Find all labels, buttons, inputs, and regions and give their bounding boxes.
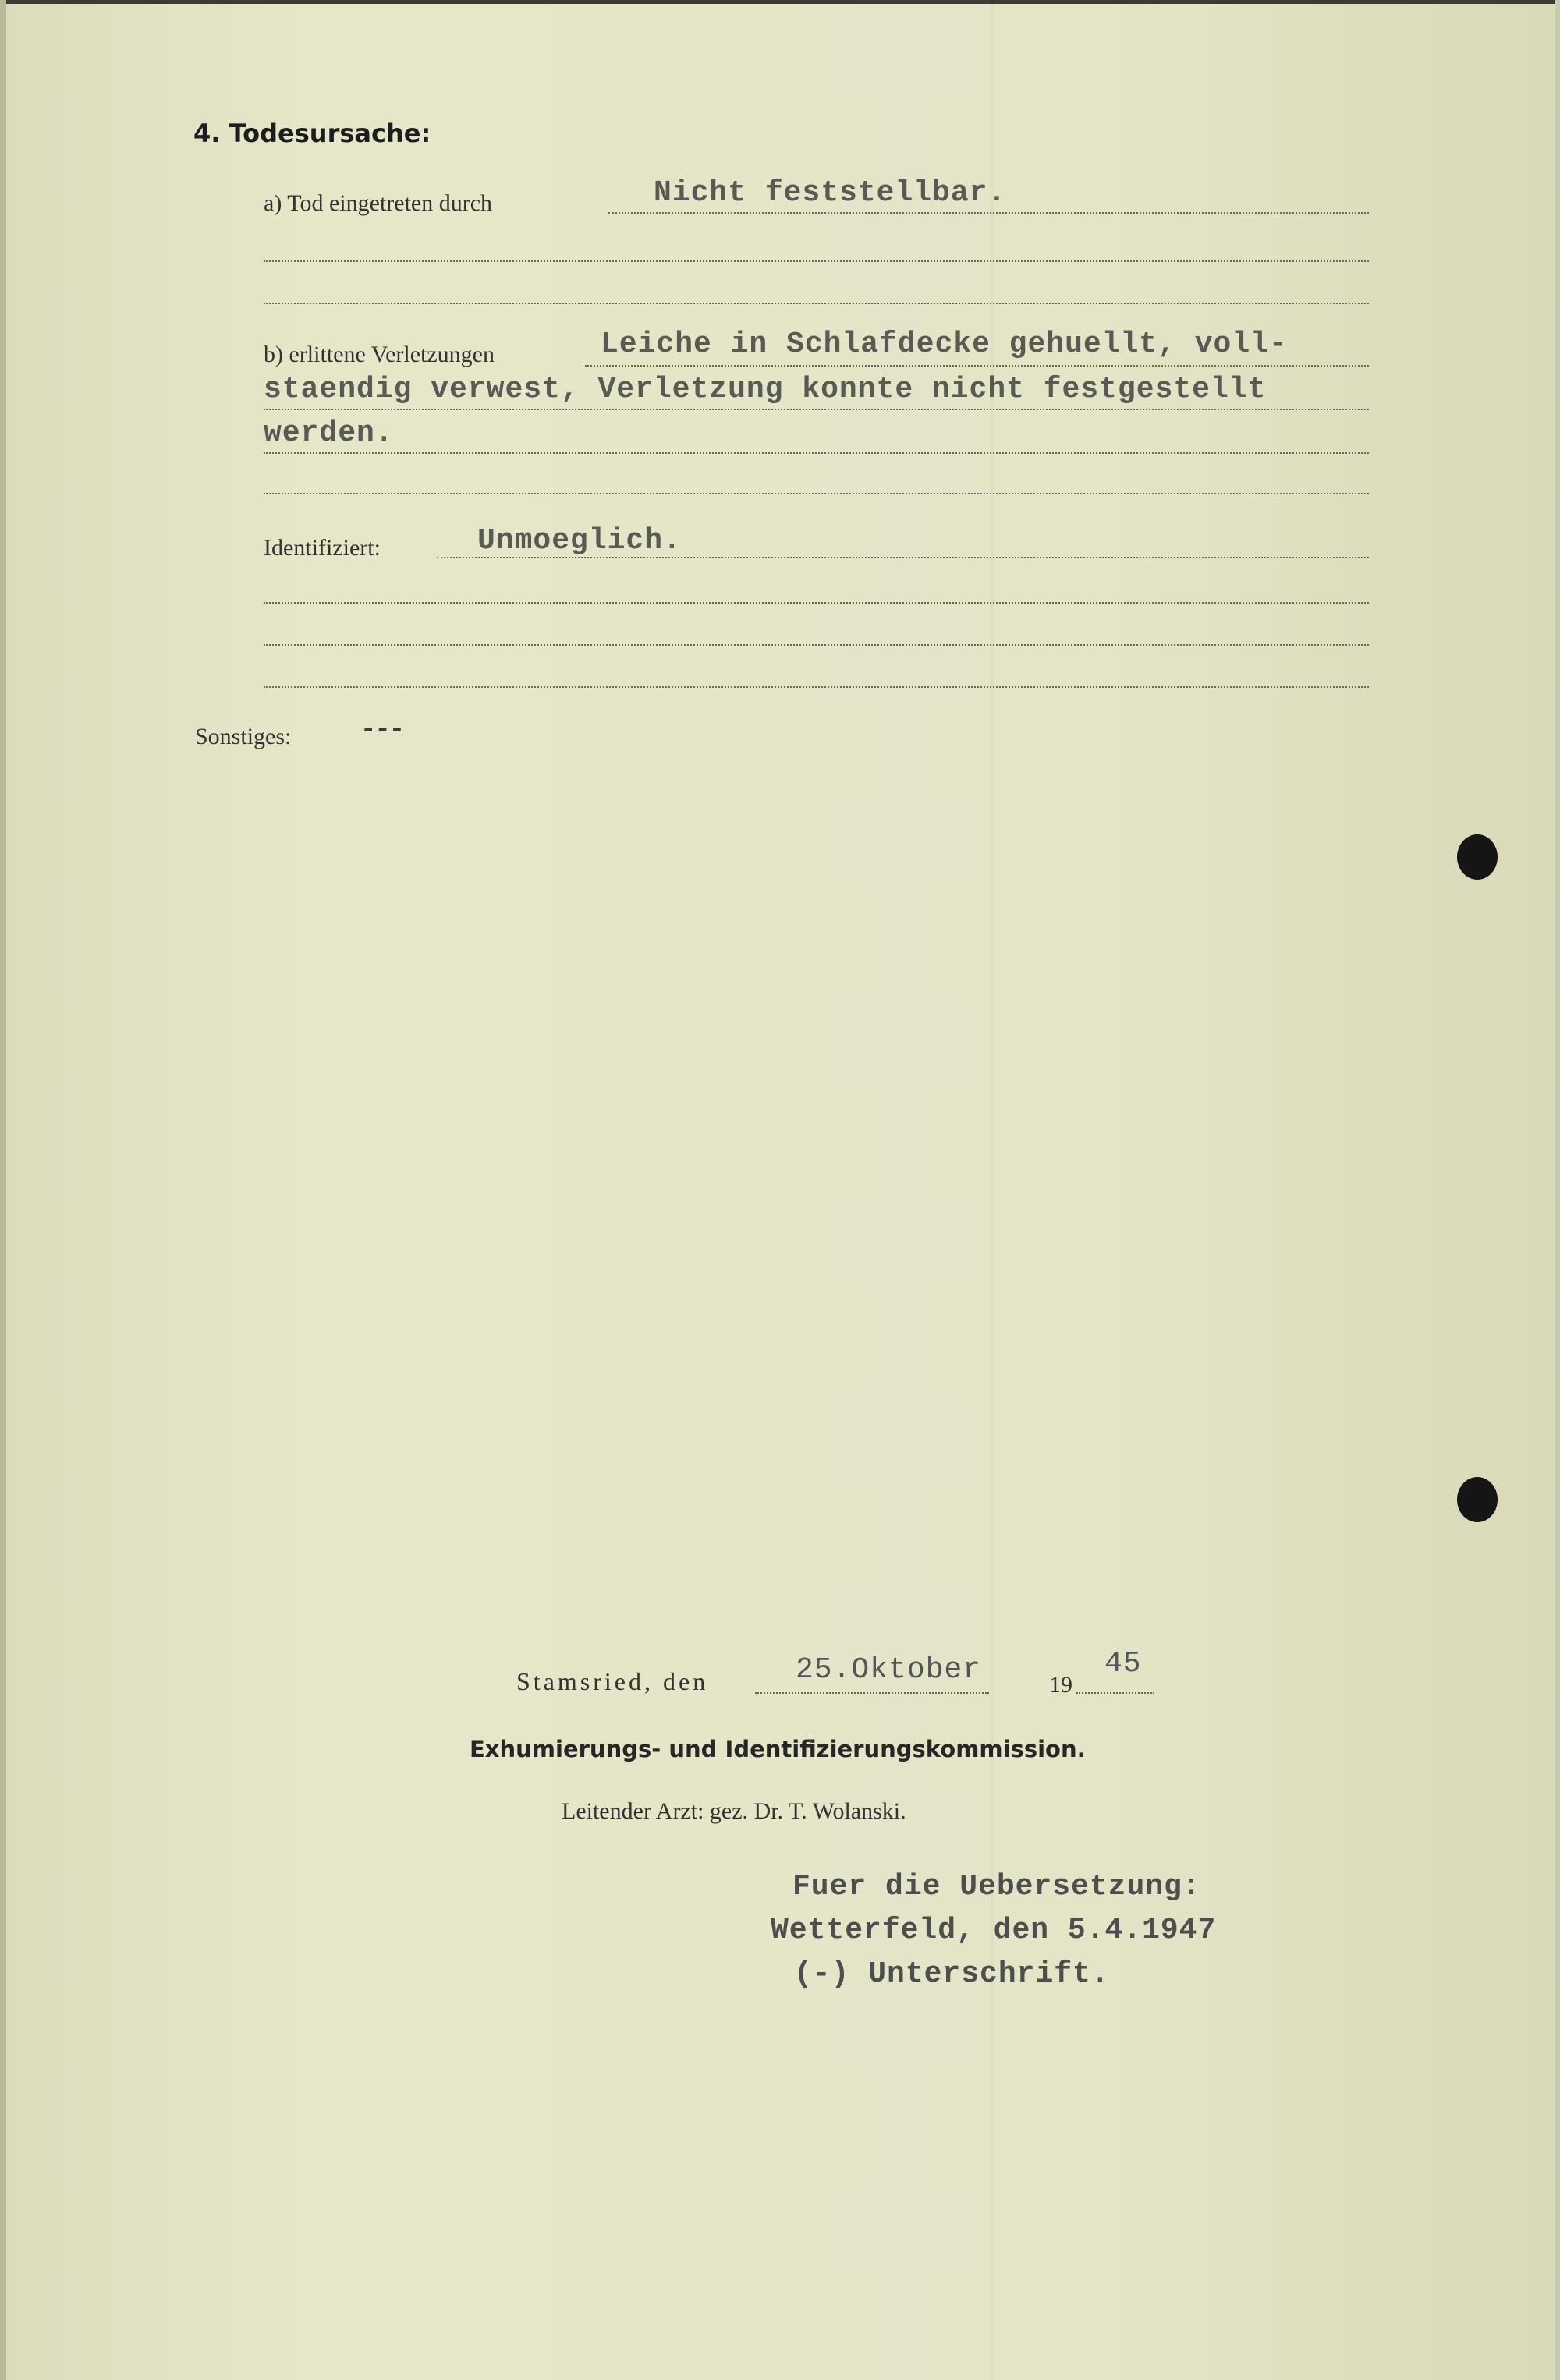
translation-line1: Fuer die Uebersetzung: [792, 1870, 1201, 1904]
scan-edge-right [1555, 0, 1560, 2380]
identifiziert-value: Unmoeglich. [477, 524, 682, 558]
blank-line [264, 644, 1369, 646]
blank-line [264, 602, 1369, 604]
tod-label: a) Tod eingetreten durch [264, 190, 493, 216]
physician-line: Leitender Arzt: gez. Dr. T. Wolanski. [562, 1798, 906, 1824]
blank-line [264, 303, 1369, 304]
year-line [1076, 1692, 1154, 1694]
translation-line3: (-) Unterschrift. [794, 1957, 1110, 1991]
blank-line [264, 260, 1369, 262]
verletzungen-line3: werden. [264, 416, 394, 450]
verletzungen-line [585, 365, 1369, 367]
verletzungen-line2: staendig verwest, Verletzung konnte nicht festgestellt [264, 373, 1267, 406]
date-value: 25.Oktober [796, 1653, 982, 1687]
century-label: 19 [1049, 1672, 1072, 1698]
punch-hole [1457, 1477, 1498, 1522]
scan-edge-left [0, 0, 6, 2380]
blank-line [264, 686, 1369, 688]
date-line [755, 1692, 989, 1694]
commission-title: Exhumierungs- und Identifizierungskommission. [470, 1736, 1086, 1762]
tod-value: Nicht feststellbar. [654, 176, 1007, 210]
identifiziert-label: Identifiziert: [264, 535, 381, 561]
year-value: 45 [1104, 1647, 1142, 1681]
verletzungen-line [264, 452, 1369, 454]
sonstiges-value: --- [360, 716, 404, 746]
punch-hole [1457, 834, 1498, 880]
scan-edge-top [0, 0, 1560, 4]
blank-line [264, 493, 1369, 494]
sonstiges-label: Sonstiges: [195, 724, 292, 749]
section-heading: 4. Todesursache: [193, 119, 431, 148]
verletzungen-label: b) erlittene Verletzungen [264, 342, 495, 367]
place-label: Stamsried, den [516, 1667, 709, 1695]
tod-line [608, 212, 1369, 214]
translation-line2: Wetterfeld, den 5.4.1947 [771, 1914, 1217, 1947]
verletzungen-line [264, 409, 1369, 410]
verletzungen-line1: Leiche in Schlafdecke gehuellt, voll- [601, 328, 1288, 361]
